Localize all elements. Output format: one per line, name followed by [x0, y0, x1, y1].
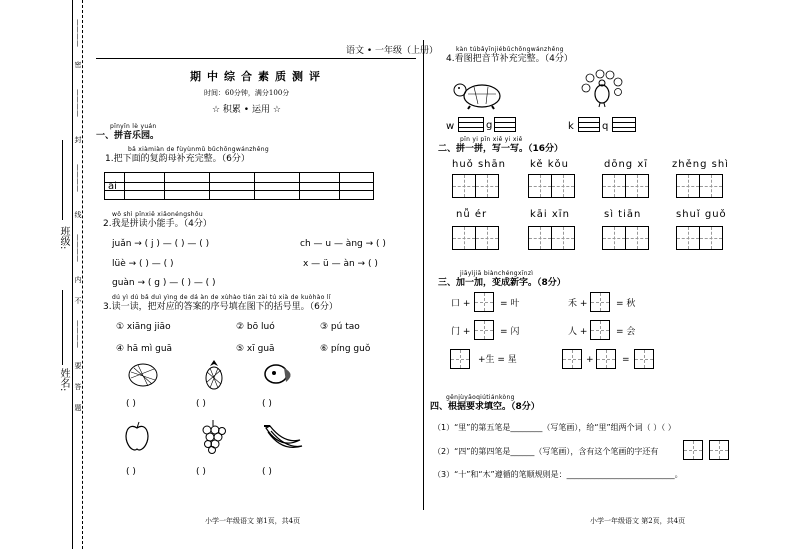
q3-answer-paren[interactable]: ( ) — [126, 467, 136, 477]
sec3-row2-left: 禾 + — [568, 299, 588, 309]
seal-char: 密 — [74, 61, 82, 69]
sec3-box[interactable] — [562, 349, 582, 369]
sec2-word-4: zhěng shì — [672, 159, 729, 170]
sec1-title: 一、拼音乐园。 — [96, 131, 160, 141]
q3-option-1: ① xiāng jiāo — [116, 322, 171, 332]
q4-staff[interactable] — [578, 117, 600, 132]
q4-initial-k: k — [568, 121, 574, 132]
pineapple-icon — [202, 358, 226, 390]
seal-dash: ———— — [74, 320, 82, 348]
footer-right: 小学一年级语文 第2页，共4页 — [590, 517, 686, 525]
sec4-pinyin: gēnjùyāoqiútiánkòng — [446, 394, 515, 401]
sec4-box[interactable] — [709, 440, 729, 460]
q3-answer-paren[interactable]: ( ) — [262, 399, 272, 409]
peacock-icon — [580, 68, 624, 108]
q4-staff[interactable] — [458, 117, 484, 132]
turtle-icon — [452, 76, 510, 110]
q2-row2-b: x — ü — àn → ( ) — [303, 259, 378, 269]
banana-icon — [262, 422, 304, 452]
sec3-row1-left: 口 + — [451, 299, 471, 309]
page-title: 期中综合素质测评 — [190, 70, 326, 83]
q3-option-3: ③ pú tao — [320, 322, 360, 332]
sec2-pinyin: pīn yi pīn xiě yi xiě — [460, 136, 523, 143]
sec2-word-1: huǒ shān — [452, 159, 506, 170]
seal-dash: ———— — [74, 19, 82, 47]
sec3-box[interactable] — [474, 320, 494, 340]
seal-char: 题 — [74, 404, 82, 412]
q2-row1-a: juǎn → ( j ) — ( ) — ( ) — [112, 239, 210, 249]
seal-char: 要 — [74, 362, 82, 370]
sec3-box[interactable] — [474, 292, 494, 312]
pineapple-icon — [126, 360, 160, 388]
sec2-box-pair[interactable] — [528, 174, 575, 198]
q4-title: 4.看图把音节补充完整。（4分） — [446, 54, 573, 64]
apple-icon — [122, 420, 152, 454]
sec3-box[interactable] — [634, 349, 654, 369]
binding-line-dashed — [82, 0, 83, 549]
sec2-word-3: dōng xī — [604, 159, 649, 170]
sec2-title: 二、拼一拼，写一写。（16分） — [438, 144, 564, 154]
sec2-box-pair[interactable] — [528, 226, 575, 250]
melon-icon — [262, 362, 298, 386]
q2-row1-b: ch — u — àng → ( ) — [300, 239, 386, 249]
seal-char: 封 — [74, 136, 82, 144]
footer-left: 小学一年级语文 第1页，共4页 — [205, 517, 301, 525]
binding-line-outer — [72, 0, 73, 549]
sec2-word-2: kě kǒu — [530, 159, 570, 170]
page-divider — [423, 40, 424, 510]
sec4-q3: （3）“十”和“木”遵循的笔顺规则是：___________________________。 — [433, 470, 683, 479]
q3-pinyin: dú yì dú bǎ duì yìng de dá àn de xùhào tián zài tú xià de kuòhào lǐ — [112, 294, 331, 301]
sec3-row2-right: = 秋 — [616, 299, 636, 309]
seal-column — [74, 18, 82, 426]
sec4-q2: （2）“四”的第四笔是______（写笔画），含有这个笔画的字还有 — [433, 447, 659, 456]
q1-pinyin: bǎ xiàmiàn de fùyùnmǔ bǔchōngwánzhěng — [128, 146, 269, 153]
q3-option-6: ⑥ píng guǒ — [320, 344, 371, 354]
name-blank — [62, 290, 63, 365]
header-rule — [96, 58, 416, 59]
q1-letter: ai — [108, 181, 117, 192]
exam-info: 时间：60分钟，满分100分 — [204, 89, 290, 97]
sec2-word-7: sì tiān — [604, 209, 642, 220]
seal-char: 答 — [74, 383, 82, 391]
sec2-box-pair[interactable] — [676, 174, 723, 198]
q2-row2-a: lüè → ( ) — ( ) — [112, 259, 174, 269]
sec4-title: 四、根据要求填空。（8分） — [430, 402, 540, 412]
sec3-row4-left: 人 + — [568, 327, 588, 337]
seal-char: 内 — [74, 276, 82, 284]
class-label: 班级: — [58, 226, 69, 250]
seal-char: 不 — [74, 297, 82, 305]
q1-staff-columns — [104, 172, 374, 200]
seal-dash: ———— — [74, 89, 82, 117]
subject-label: 语文 • 一年级（上册） — [346, 46, 439, 56]
name-label: 姓名: — [58, 368, 69, 392]
sec3-row3-left: 门 + — [451, 327, 471, 337]
q3-option-4: ④ hā mì guā — [116, 344, 173, 354]
sec3-pinyin: jiāyìjiā biànchéngxīnzì — [460, 270, 534, 277]
class-blank — [62, 140, 63, 220]
q2-pinyin: wǒ shì pīnxiě xiǎonéngshǒu — [112, 211, 203, 218]
sec3-row5-right: +生 = 星 — [478, 355, 517, 365]
q3-answer-paren[interactable]: ( ) — [262, 467, 272, 477]
seal-char: 线 — [74, 211, 82, 219]
sec3-row1-right: = 叶 — [500, 299, 520, 309]
q4-final-g: g — [486, 120, 493, 131]
q4-staff[interactable] — [612, 117, 636, 132]
sec3-box[interactable] — [590, 292, 610, 312]
sec1-pinyin: pīnyīn lè yuán — [110, 123, 157, 130]
sec2-word-8: shuǐ guǒ — [676, 209, 727, 220]
sec3-row6-left: + — [586, 355, 594, 365]
sec4-q1: （1）“里”的第五笔是________（写笔画），给“里”组两个词（ ）（ ） — [433, 423, 676, 432]
sec2-box-pair[interactable] — [602, 226, 649, 250]
q2-title: 2.我是拼读小能手。（4分） — [103, 219, 212, 229]
q3-answer-paren[interactable]: ( ) — [126, 399, 136, 409]
sec3-row3-right: = 闪 — [500, 327, 520, 337]
q1-title: 1.把下面的复韵母补充完整。（6分） — [105, 154, 250, 164]
sec3-box[interactable] — [450, 349, 470, 369]
sec4-box[interactable] — [683, 440, 703, 460]
q3-title: 3.读一读，把对应的答案的序号填在图下的括号里。（6分） — [103, 302, 338, 312]
sec3-box[interactable] — [590, 320, 610, 340]
q2-row3-a: guàn → ( g ) — ( ) — ( ) — [112, 278, 216, 288]
sec3-row4-right: = 会 — [616, 327, 636, 337]
grapes-icon — [198, 418, 228, 456]
q3-answer-paren[interactable]: ( ) — [196, 399, 206, 409]
sec2-box-pair[interactable] — [452, 226, 499, 250]
seal-dash: ———— — [74, 164, 82, 192]
sec2-box-pair[interactable] — [602, 174, 649, 198]
sec2-box-pair[interactable] — [676, 226, 723, 250]
q4-initial-q: q — [602, 121, 609, 132]
section-heading: ☆ 积累 • 运用 ☆ — [212, 105, 281, 115]
sec3-box[interactable] — [596, 349, 616, 369]
q3-option-5: ⑤ xī guā — [236, 344, 275, 354]
q4-pinyin: kàn túbǎyīnjiébǔchōngwánzhěng — [456, 46, 564, 53]
sec3-title: 三、加一加，变成新字。（8分） — [438, 278, 566, 288]
sec3-row6-right: = — [622, 355, 630, 365]
sec2-word-5: nǚ ér — [456, 209, 488, 220]
sec2-word-6: kāi xīn — [530, 209, 570, 220]
q4-initial-w: w — [446, 121, 455, 132]
seal-dash: ———— — [74, 234, 82, 262]
q3-answer-paren[interactable]: ( ) — [196, 467, 206, 477]
q3-option-2: ② bō luó — [236, 322, 275, 332]
q4-staff[interactable] — [494, 117, 516, 132]
sec2-box-pair[interactable] — [452, 174, 499, 198]
